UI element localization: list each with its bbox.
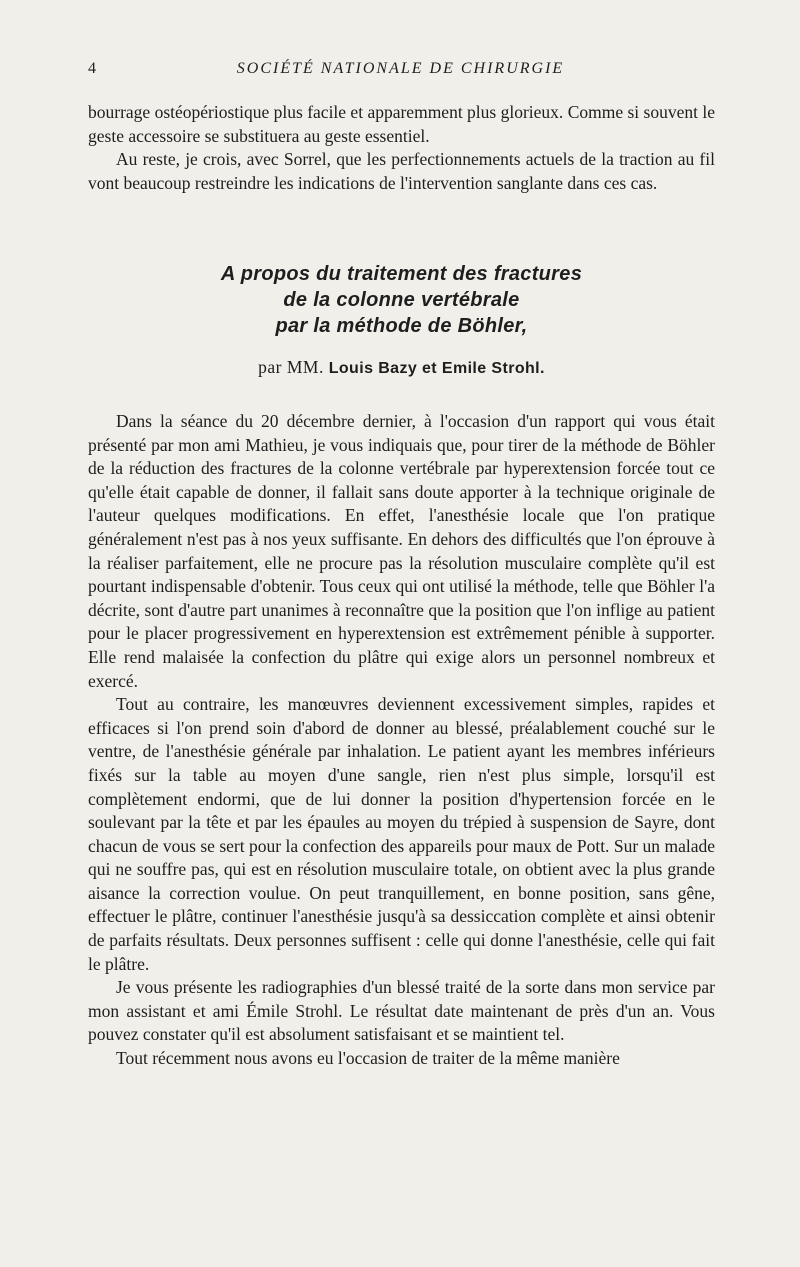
body-paragraph: Tout au contraire, les manœuvres deviennent excessivement simples, rapides et efficaces si l'on prend soin d'abord de donner au blessé, préalablement couché sur le ventre, de l'anesthésie générale par inhalation. Le patient ayant les membres inférieurs fixés sur la table au moyen d'une sangle, rien n'est plus simple, lorsqu'il est complètement endormi, que de lui donner la position d'hypertension forcée en le soulevant par la tête et par les épaules au moyen du trépied à suspension de Sayre, dont chacun de vous se sert pour la confection des appareils pour maux de Pott. Sur un malade qui ne souffre pas, qui est en résolution musculaire totale, on obtient avec la plus grande aisance la correction voulue. On peut tranquillement, en bonne position, sans gêne, effectuer le plâtre, continuer l'anesthésie jusqu'à sa dessiccation complète et ainsi obtenir de parfaits résultats. Deux personnes suffisent : celle qui donne l'anesthésie, celle qui fait le plâtre. [88, 694, 715, 974]
body-paragraph: Je vous présente les radiographies d'un blessé traité de la sorte dans mon service par mon assistant et ami Émile Strohl. Le résultat date maintenant de près d'un an. Vous pouvez constater qu'il est absolument satisfaisant et se maintient tel. [88, 977, 715, 1045]
article-body [88, 410, 715, 1071]
byline-authors: Louis Bazy et Emile Strohl. [328, 360, 545, 377]
article-title [88, 261, 715, 339]
page-header [88, 60, 713, 84]
body-paragraph: Tout récemment nous avons eu l'occasion de traiter de la même manière [116, 1048, 620, 1069]
intro-paragraph-continued: bourrage ostéopériostique plus facile et apparemment plus glorieux. Comme si souvent le geste accessoire se substituera au geste essentiel. [88, 102, 715, 146]
article-title-line-3: par la méthode de Böhler, [275, 315, 528, 337]
body-paragraph: Dans la séance du 20 décembre dernier, à l'occasion d'un rapport qui vous était présenté par mon ami Mathieu, je vous indiquais que, pour tirer de la méthode de Böhler de la réduction des fractures de la colonne vertébrale par hyperextension forcée tout ce qu'elle était capable de donner, il fallait sans doute apporter à la technique originale de l'auteur quelques modifications. En effet, l'anesthésie locale que l'on pratique généralement n'est pas à nos yeux suffisante. En dehors des difficultés que l'on éprouve à la réaliser parfaitement, elle ne procure pas la résolution musculaire complète qu'il est pourtant indispensable d'obtenir. Tous ceux qui ont utilisé la méthode, telle que Böhler l'a décrite, sont d'autre part unanimes à reconnaître que la position que l'on inflige au patient pour le placer progressivement en hyperextension est extrêmement pénible à supporter. Elle rend malaisée la confection du plâtre qui exige alors un personnel nombreux et exercé. [88, 411, 715, 691]
intro-paragraph: Au reste, je crois, avec Sorrel, que les perfectionnements actuels de la traction au fil vont beaucoup restreindre les indications de l'intervention sanglante dans ces cas. [88, 149, 715, 193]
intro-section [88, 101, 715, 195]
page-number: 4 [88, 60, 96, 77]
article-title-line-1: A propos du traitement des fractures [220, 263, 583, 285]
article-byline [88, 355, 715, 381]
running-head: SOCIÉTÉ NATIONALE DE CHIRURGIE [236, 60, 565, 77]
byline-prefix: par MM. [258, 357, 329, 377]
article-title-line-2: de la colonne vertébrale [283, 289, 520, 311]
